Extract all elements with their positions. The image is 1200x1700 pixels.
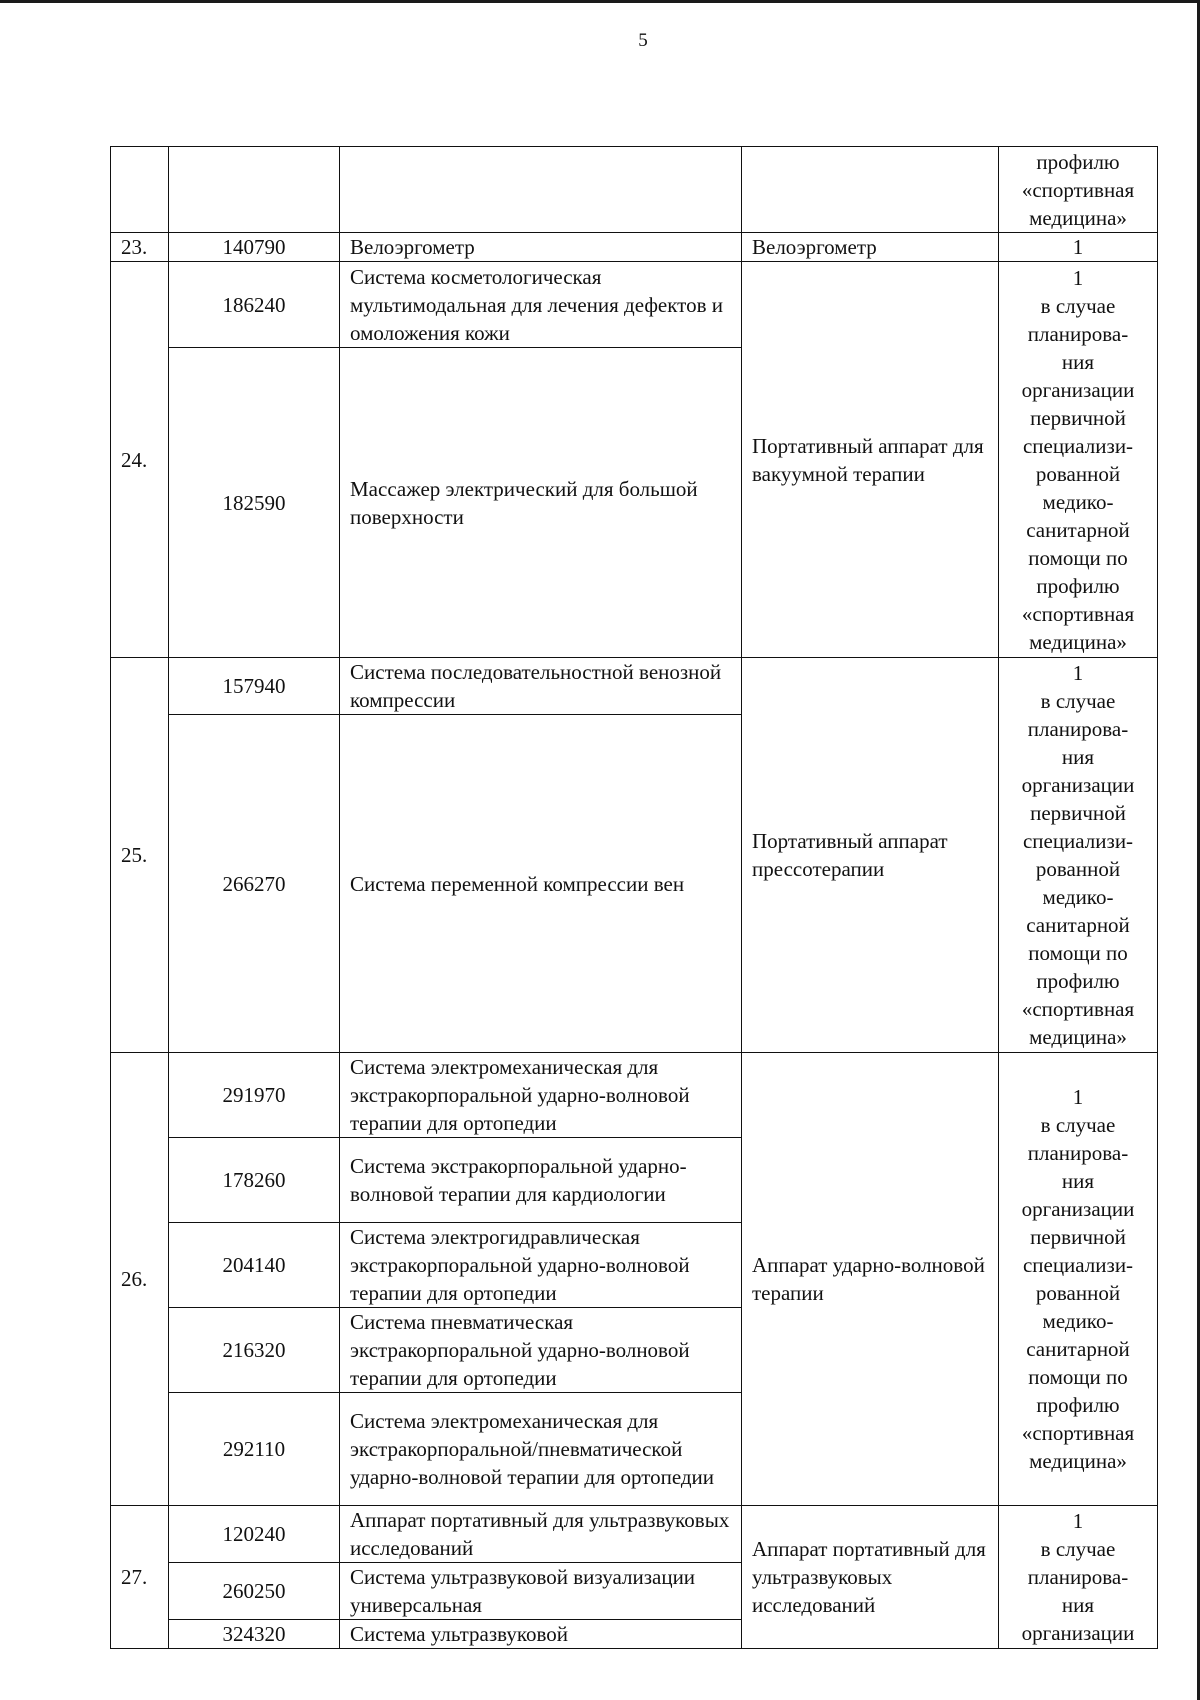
device-name: Аппарат портативный для ультразвуковых исследований	[340, 1506, 742, 1563]
device-code: 260250	[169, 1563, 340, 1620]
device-code: 204140	[169, 1223, 340, 1308]
equipment-cell	[742, 147, 999, 233]
device-name: Система ультразвуковой визуализации универсальная	[340, 1563, 742, 1620]
device-name: Велоэргометр	[340, 233, 742, 262]
table-row-24	[111, 262, 1158, 348]
row-number: 27.	[111, 1506, 169, 1649]
device-name: Система последовательностной венозной компрессии	[340, 658, 742, 715]
device-code: 178260	[169, 1138, 340, 1223]
count-cell: 1	[999, 233, 1158, 262]
device-name: Система пневматическая экстракорпоральной ударно-волновой терапии для ортопедии	[340, 1308, 742, 1393]
count-cell: 1 в случае планирова- ния организации первичной специализи- рованной медико- санитарной помощи по профилю «спортивная медицина»	[999, 658, 1158, 1053]
equipment-table	[110, 146, 1158, 1649]
count-cell: 1 в случае планирова- ния организации первичной специализи- рованной медико- санитарной помощи по профилю «спортивная медицина»	[999, 262, 1158, 658]
device-code: 186240	[169, 262, 340, 348]
device-code: 291970	[169, 1053, 340, 1138]
code-cell	[169, 147, 340, 233]
count-cell: профилю «спортивная медицина»	[999, 147, 1158, 233]
equipment-name: Аппарат портативный для ультразвуковых исследований	[742, 1506, 999, 1649]
equipment-name: Велоэргометр	[742, 233, 999, 262]
equipment-name: Портативный аппарат для вакуумной терапии	[742, 262, 999, 658]
equipment-name: Портативный аппарат прессотерапии	[742, 658, 999, 1053]
device-name: Система ультразвуковой	[340, 1620, 742, 1649]
device-name: Система косметологическая мультимодальная для лечения дефектов и омоложения кожи	[340, 262, 742, 348]
device-code: 324320	[169, 1620, 340, 1649]
device-code: 120240	[169, 1506, 340, 1563]
device-name: Система экстракорпоральной ударно-волновой терапии для кардиологии	[340, 1138, 742, 1223]
table-row-27	[111, 1506, 1158, 1563]
device-code: 292110	[169, 1393, 340, 1506]
device-name: Система электромеханическая для экстракорпоральной ударно-волновой терапии для ортопедии	[340, 1053, 742, 1138]
device-code: 140790	[169, 233, 340, 262]
device-code: 182590	[169, 348, 340, 658]
num-cell	[111, 147, 169, 233]
row-number: 25.	[111, 658, 169, 1053]
table-row-25	[111, 658, 1158, 715]
row-number: 24.	[111, 262, 169, 658]
device-name: Система электромеханическая для экстракорпоральной/пневматической ударно-волновой терапии для ортопедии	[340, 1393, 742, 1506]
scan-border-top	[0, 0, 1200, 3]
device-code: 157940	[169, 658, 340, 715]
device-name: Массажер электрический для большой поверхности	[340, 348, 742, 658]
name-cell	[340, 147, 742, 233]
page-number: 5	[638, 30, 648, 51]
count-cell: 1 в случае планирова- ния организации первичной специализи- рованной медико- санитарной помощи по профилю «спортивная медицина»	[999, 1053, 1158, 1506]
device-name: Система переменной компрессии вен	[340, 715, 742, 1053]
device-code: 216320	[169, 1308, 340, 1393]
device-name: Система электрогидравлическая экстракорпоральной ударно-волновой терапии для ортопедии	[340, 1223, 742, 1308]
count-cell: 1 в случае планирова- ния организации	[999, 1506, 1158, 1649]
row-number: 26.	[111, 1053, 169, 1506]
equipment-name: Аппарат ударно-волновой терапии	[742, 1053, 999, 1506]
table-row-continuation	[111, 147, 1158, 233]
device-code: 266270	[169, 715, 340, 1053]
row-number: 23.	[111, 233, 169, 262]
table-row-23	[111, 233, 1158, 262]
table-row-26	[111, 1053, 1158, 1138]
